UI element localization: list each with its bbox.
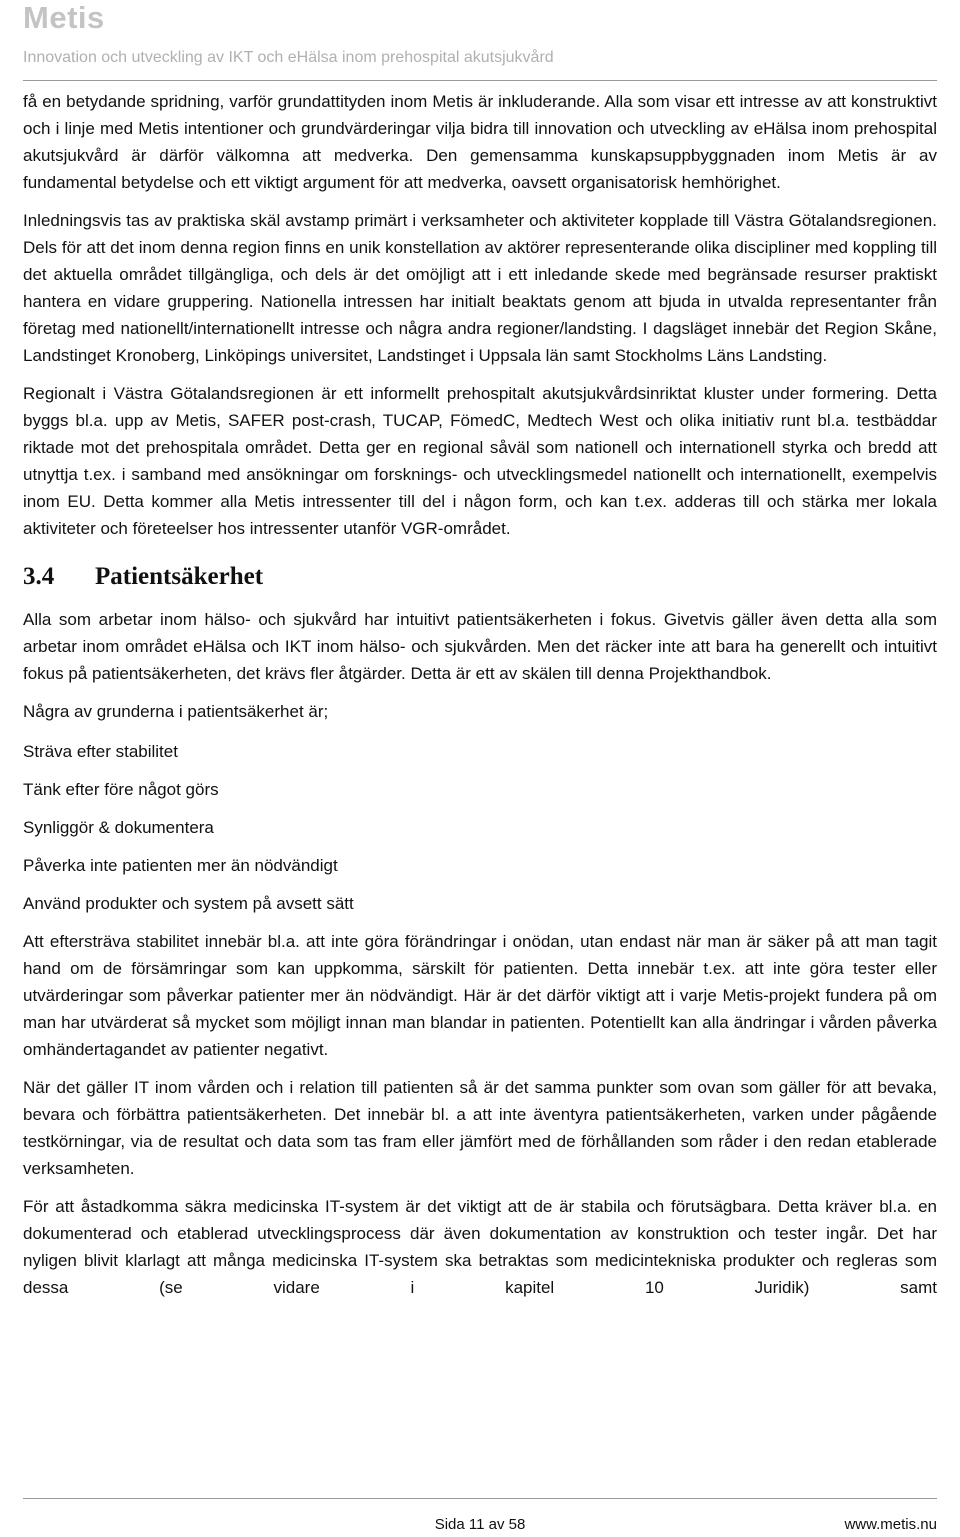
list-item: Synliggör & dokumentera [23,818,214,837]
paragraph: Alla som arbetar inom hälso- och sjukvård har intuitivt patientsäkerheten i fokus. Givetvis gäller även detta alla som arbetar inom området eHälsa och IKT inom hälso- och sjukvården. Men det räcker inte att bara ha generellt och intuitivt fokus på patientsäkerheten, det krävs fler åtgärder. Detta är ett av skälen till denna Projekthandbok. [23,610,937,683]
paragraph: få en betydande spridning, varför grundattityden inom Metis är inkluderande. Alla som visar ett intresse av att konstruktivt och i linje med Metis intentioner och grundvärderingar vilja bidra till innovation och utveckling av eHälsa inom prehospital akutsjukvård är därför välkomna att medverka. Den gemensamma kunskapsuppbyggnaden inom Metis är av fundamental betydelse och ett viktigt argument för att medverka, oavsett organisatorisk hemhörighet. [23,92,937,192]
section-number: 3.4 [23,563,55,590]
page-header [0,0,960,84]
section-title: Patientsäkerhet [95,563,264,590]
header-brand: Metis [23,0,105,35]
paragraph: Inledningsvis tas av praktiska skäl avstamp primärt i verksamheter och aktiviteter kopplade till Västra Götalandsregionen. Dels för att det inom denna region finns en unik konstellation av aktörer representerande olika discipliner med koppling till det aktuella området tillgängliga, och dels är det omöjligt att i ett inledande skede med begränsade resurser praktiskt hantera en vidare gruppering. Nationella intressen har initialt beaktats genom att bjuda in utvalda representanter från företag med nationellt/internationellt intresse och några andra regioner/landsting. I dagsläget innebär det Region Skåne, Landstinget Kronoberg, Linköpings universitet, Landstinget i Uppsala län samt Stockholms Läns Landsting. [23,211,937,365]
paragraph: För att åstadkomma säkra medicinska IT-system är det viktigt att de är stabila och förutsägbara. Detta kräver bl.a. en dokumenterad och etablerad utvecklingsprocess där även dokumentation av konstruktion och tester ingår. Det har nyligen blivit klarlagt att många medicinska IT-system ska betraktas som medicintekniska produkter och regleras som dessa (se vidare i kapitel 10 Juridik) samt [23,1197,937,1297]
page-number: Sida 11 av 58 [434,1516,526,1533]
header-divider [23,80,937,81]
header-subtitle: Innovation och utveckling av IKT och eHälsa inom prehospital akutsjukvård [23,49,554,66]
list-item: Tänk efter före något görs [23,780,219,799]
footer-divider [23,1498,937,1499]
section-heading [23,562,937,592]
paragraph: Regionalt i Västra Götalandsregionen är ett informellt prehospitalt akutsjukvårdsinriktat kluster under formering. Detta byggs bl.a. upp av Metis, SAFER post-crash, TUCAP, FömedC, Medtech West och olika initiativ runt bl.a. testbäddar riktade mot det prehospitala området. Detta ger en regional såväl som nationell och internationell styrka och bredd att utnyttja t.ex. i samband med ansökningar om forsknings- och utvecklingsmedel nationellt och internationellt, exempelvis inom EU. Detta kommer alla Metis intressenter till del i någon form, och kan t.ex. adderas till och stärka mer lokala aktiviteter och företeelser hos intressenter utanför VGR-området. [23,384,937,538]
principles-list [23,738,937,917]
list-intro: Några av grunderna i patientsäkerhet är; [23,702,329,721]
list-item: Sträva efter stabilitet [23,742,178,761]
footer-website: www.metis.nu [844,1516,937,1533]
paragraph: Att eftersträva stabilitet innebär bl.a. att inte göra förändringar i onödan, utan endast när man är säker på att man tagit hand om de försämringar som kan uppkomma, särskilt för patienten. Detta innebär t.ex. att inte göra tester eller utvärderingar som påverkar patienter mer än nödvändigt. Här är det därför viktigt att i varje Metis-projekt fundera på om man har utvärderat så mycket som möjligt innan man blandar in patienten. Potentiellt kan alla ändringar i vården påverka omhändertagandet av patienter negativt. [23,932,937,1059]
list-item: Påverka inte patienten mer än nödvändigt [23,856,338,875]
list-item: Använd produkter och system på avsett sätt [23,894,354,913]
document-body [23,88,937,1312]
paragraph: När det gäller IT inom vården och i relation till patienten så är det samma punkter som ovan som gäller för att bevaka, bevara och förbättra patientsäkerheten. Det innebär bl. a att inte äventyra patientsäkerheten, varken under pågående testkörningar, via de resultat och data som tas fram eller jämfört med de förhållanden som råder i den redan etablerade verksamheten. [23,1078,937,1178]
